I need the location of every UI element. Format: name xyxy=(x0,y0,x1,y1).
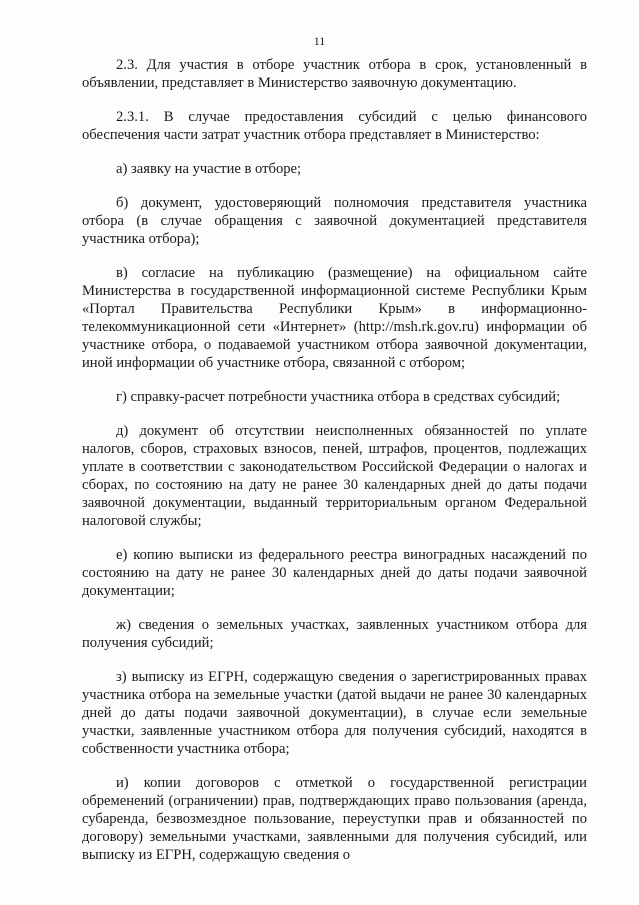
page-number: 11 xyxy=(313,34,326,48)
paragraph-2-3-1: 2.3.1. В случае предоставления субсидий с целью финансового обеспечения части затрат участник отбора представляет в Министерство: xyxy=(82,109,587,143)
list-item-zh: ж) сведения о земельных участках, заявленных участником отбора для получения субсидий; xyxy=(82,617,587,651)
list-item-d: д) документ об отсутствии неисполненных обязанностей по уплате налогов, сборов, страховых взносов, пеней, штрафов, процентов, подлежащих уплате в соответствии с законодательством Российской Федерации о налогах и сборах, по состоянию на дату не ранее 30 календарных дней до даты подачи заявочной документации, выданный территориальным органом Федеральной налоговой службы; xyxy=(82,423,587,529)
paragraph-2-3: 2.3. Для участия в отборе участник отбора в срок, установленный в объявлении, представляет в Министерство заявочную документацию. xyxy=(82,57,587,91)
list-item-i: и) копии договоров с отметкой о государственной регистрации обременений (ограничении) прав, подтверждающих право пользования (аренда, субаренда, безвозмездное пользование, переуступки прав и обязанностей по договору) земельными участками, заявленными для получения субсидий, или выписку из ЕГРН, содержащую сведения о xyxy=(82,775,587,863)
list-item-b: б) документ, удостоверяющий полномочия представителя участника отбора (в случае обращения с заявочной документацией представителя участника отбора); xyxy=(82,195,587,247)
list-item-v: в) согласие на публикацию (размещение) на официальном сайте Министерства в государственной информационной системе Республики Крым «Портал Правительства Республики Крым» в информационно-телекоммуникационной сети «Интернет» (http://msh.rk.gov.ru) информации об участнике отбора, о подаваемой участником отбора заявочной документации, иной информации об участнике отбора, связанной с отбором; xyxy=(82,265,587,371)
list-item-g: г) справку-расчет потребности участника отбора в средствах субсидий; xyxy=(116,389,561,405)
list-item-z: з) выписку из ЕГРН, содержащую сведения о зарегистрированных правах участника отбора на земельные участки (датой выдачи не ранее 30 календарных дней до даты подачи заявочной документации), в случае если земельные участки, заявленные участником отбора для получения субсидий, находятся в собственности участника отбора; xyxy=(82,669,587,757)
list-item-e: е) копию выписки из федерального реестра виноградных насаждений по состоянию на дату не ранее 30 календарных дней до даты подачи заявочной документации; xyxy=(82,547,587,599)
list-item-a: а) заявку на участие в отборе; xyxy=(116,161,302,177)
document-body xyxy=(82,56,587,878)
